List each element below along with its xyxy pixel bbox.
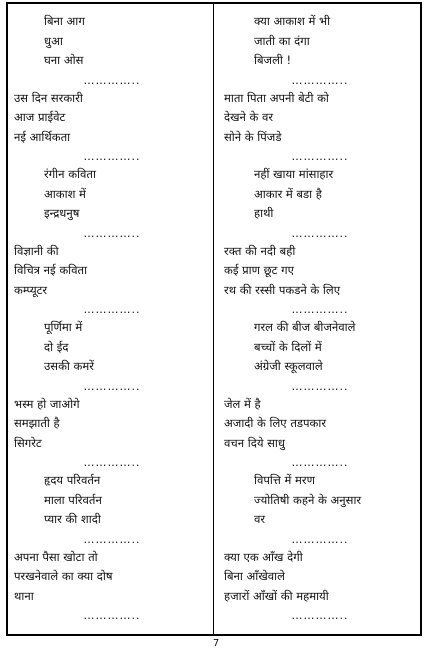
verse-line: सोने के पिंजडे [224,129,282,144]
verse-line: परखनेवाले का क्या दोष [14,569,113,583]
verse-line: वर [254,512,266,526]
verse-line: बच्चों के दिलों में [254,339,322,354]
verse-line: जेल में है [224,396,261,411]
verse-line: विपत्ति में मरण [254,473,315,487]
stanza [14,471,210,530]
verse-line: उस दिन सरकारी [14,90,83,105]
stanza [224,548,416,607]
verse-line: बिजली ! [254,53,292,67]
stanza-separator: ………….. [83,379,141,393]
stanza-separator: ………….. [291,609,349,622]
stanza [14,89,210,148]
verse-line: हाथी [254,206,274,220]
stanza-separator: ………….. [83,226,141,240]
stanza [14,165,210,224]
verse-line: रंगीन कविता [44,167,96,181]
stanza-separator: ………….. [83,303,141,316]
verse-line: विज्ञानी की [14,243,59,258]
stanza-separator: ………….. [291,456,349,469]
verse-line: आकाश में [44,186,86,201]
verse-line: जाती का दंगा [254,33,310,48]
stanza [224,395,416,454]
verse-line: भस्म हो जाओगे [14,396,80,411]
verse-line: अंग्रेजी स्कूलवाले [254,359,323,373]
stanza [14,242,210,301]
verse-line: पूर्णिमा में [44,320,83,334]
verse-line: समझाती है [14,416,60,430]
stanza-separator: ………….. [83,73,141,87]
stanza-separator: ………….. [83,532,141,546]
verse-line: हृदय परिवर्तन [44,473,101,487]
stanza-separator: ………….. [291,226,349,240]
verse-line: सिगरेट [14,435,42,450]
stanza-separator: ………….. [291,379,349,393]
verse-line: नई आर्थिकता [14,129,71,144]
verse-line: आकार में बडा है [254,186,322,201]
stanza [224,318,416,377]
verse-line: बिना आग [44,14,85,28]
verse-line: प्यार की शादी [44,512,101,526]
verse-line: अपना पैसा खोटा तो [14,549,98,564]
stanza [224,242,416,301]
verse-line: ज्योतिषी कहने के अनुसार [254,492,362,507]
stanza-separator: ………….. [291,303,349,316]
verse-line: माला परिवर्तन [44,492,102,507]
stanza-separator: ………….. [291,150,349,163]
stanza [224,89,416,148]
stanza [14,12,210,71]
stanza-separator: ………….. [83,456,141,469]
verse-line: अजादी के लिए तडपकार [224,416,327,430]
verse-line: रक्त की नदी बही [224,243,296,258]
verse-line: कम्प्यूटर [14,282,48,297]
page-number: 7 [212,638,220,649]
verse-line: कई प्राण छूट गए [224,263,294,277]
verse-line: वचन दिये साधु [224,435,285,450]
stanza [14,548,210,607]
verse-line: आज प्राईवेट [14,110,66,124]
stanza-separator: ………….. [83,150,141,163]
verse-line: देखने के वर [224,110,274,124]
stanza [224,471,416,530]
stanza-separator: ………….. [83,609,141,622]
column-divider [213,2,214,636]
verse-line: नहीं खाया मांसाहार [254,167,334,181]
verse-line: माता पिता अपनी बेटी को [224,90,329,105]
verse-line: गरल की बीज बीजनेवाले [254,320,356,334]
stanza-separator: ………….. [291,73,349,87]
verse-line: क्या आकाश में भी [254,14,331,28]
verse-line: क्या एक आँख देगी [224,549,303,564]
stanza [224,12,416,71]
verse-line: बिना आँखेवाले [224,569,285,583]
verse-line: धुआ [44,33,63,48]
verse-line: उसकी कमरें [44,359,94,373]
verse-line: रथ की रस्सी पकडने के लिए [224,282,341,297]
verse-line: दो ईद [44,339,69,354]
stanza [14,395,210,454]
stanza [14,318,210,377]
verse-line: विचित्र नई कविता [14,263,88,277]
verse-line: घना ओस [44,53,84,67]
verse-line: हजारों आँखों की महमायी [224,588,329,603]
stanza-separator: ………….. [291,532,349,546]
verse-line: थाना [14,588,34,603]
stanza [224,165,416,224]
verse-line: इन्द्रधनुष [44,206,80,220]
